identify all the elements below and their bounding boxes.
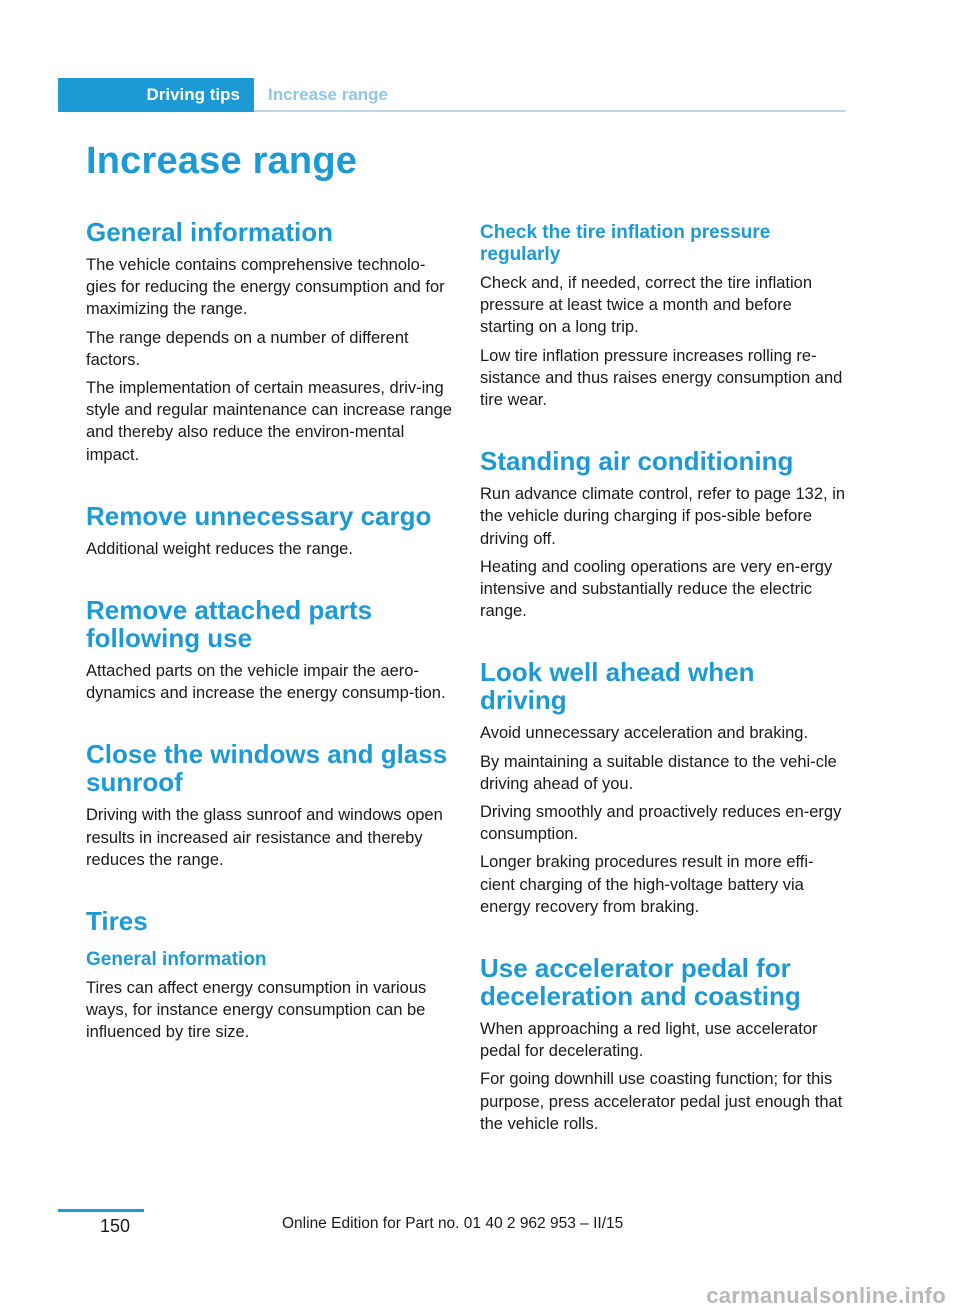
header-bar xyxy=(58,78,846,112)
right-column xyxy=(480,218,848,1147)
paragraph: Tires can affect energy consumption in various ways, for instance energy consumption can be influenced by tire size. xyxy=(86,979,427,1042)
paragraph: The implementation of certain measures, driv-ing style and regular maintenance can increase range and thereby also reduce the environ-mental impact. xyxy=(86,379,452,464)
paragraph: Longer braking procedures result in more effi-cient charging of the high-voltage battery via energy recovery from braking. xyxy=(480,853,814,916)
paragraph: Run advance climate control, refer to page 132, in the vehicle during charging if pos-sible before driving off. xyxy=(480,485,846,548)
section-tab[interactable]: Increase range xyxy=(268,85,389,104)
section-accelerator-pedal xyxy=(480,954,848,1135)
section-standing-air-conditioning xyxy=(480,447,848,622)
subsection-heading: Check the tire inflation pressure regularly xyxy=(480,222,771,265)
paragraph: Driving smoothly and proactively reduces en-ergy consumption. xyxy=(480,803,842,844)
section-heading: General information xyxy=(86,217,334,247)
section-tires xyxy=(86,907,454,1044)
header-divider xyxy=(254,110,846,112)
section-heading: Look well ahead when driving xyxy=(480,657,755,716)
paragraph: Check and, if needed, correct the tire inflation pressure at least twice a month and before starting on a long trip. xyxy=(480,274,813,337)
section-heading: Standing air conditioning xyxy=(480,446,794,477)
paragraph: The range depends on a number of different factors. xyxy=(86,328,409,369)
section-heading: Tires xyxy=(86,906,148,937)
section-heading: Use accelerator pedal for deceleration and coasting xyxy=(480,953,801,1012)
section-look-ahead xyxy=(480,658,848,918)
section-heading: Remove attached parts following use xyxy=(86,595,373,654)
footer-accent-line xyxy=(58,1209,144,1212)
page-number: 150 xyxy=(100,1216,131,1236)
paragraph: By maintaining a suitable distance to the vehi-cle driving ahead of you. xyxy=(480,752,837,793)
paragraph: Driving with the glass sunroof and windows open results in increased air resistance and thereby reduces the range. xyxy=(86,806,443,869)
paragraph: The vehicle contains comprehensive technolo-gies for reducing the energy consumption and for maximizing the range. xyxy=(86,256,445,319)
section-remove-cargo xyxy=(86,502,454,560)
paragraph: When approaching a red light, use accelerator pedal for decelerating. xyxy=(480,1020,818,1061)
section-close-windows xyxy=(86,740,454,871)
paragraph: Low tire inflation pressure increases rolling re-sistance and thus raises energy consumption and tire wear. xyxy=(480,346,843,410)
page-title: Increase range xyxy=(86,140,358,182)
paragraph: Attached parts on the vehicle impair the aero-dynamics and increase the energy consump-tion. xyxy=(86,662,446,703)
section-heading: Close the windows and glass sunroof xyxy=(86,739,448,798)
left-column xyxy=(86,218,454,1080)
section-general-information xyxy=(86,218,454,466)
section-remove-attached-parts xyxy=(86,596,454,704)
paragraph: Additional weight reduces the range. xyxy=(86,539,353,558)
section-tire-pressure xyxy=(480,222,848,411)
subsection-heading: General information xyxy=(86,949,267,971)
paragraph: Avoid unnecessary acceleration and braking. xyxy=(480,724,809,743)
watermark: carmanualsonline.info xyxy=(706,1283,946,1308)
section-heading: Remove unnecessary cargo xyxy=(86,500,432,531)
paragraph: Heating and cooling operations are very en-ergy intensive and substantially reduce the electric range. xyxy=(480,557,833,621)
paragraph: For going downhill use coasting function; for this purpose, press accelerator pedal just enough that the vehicle rolls. xyxy=(480,1070,843,1133)
chapter-tab[interactable]: Driving tips xyxy=(58,78,254,112)
edition-info: Online Edition for Part no. 01 40 2 962 953 – II/15 xyxy=(282,1215,624,1232)
